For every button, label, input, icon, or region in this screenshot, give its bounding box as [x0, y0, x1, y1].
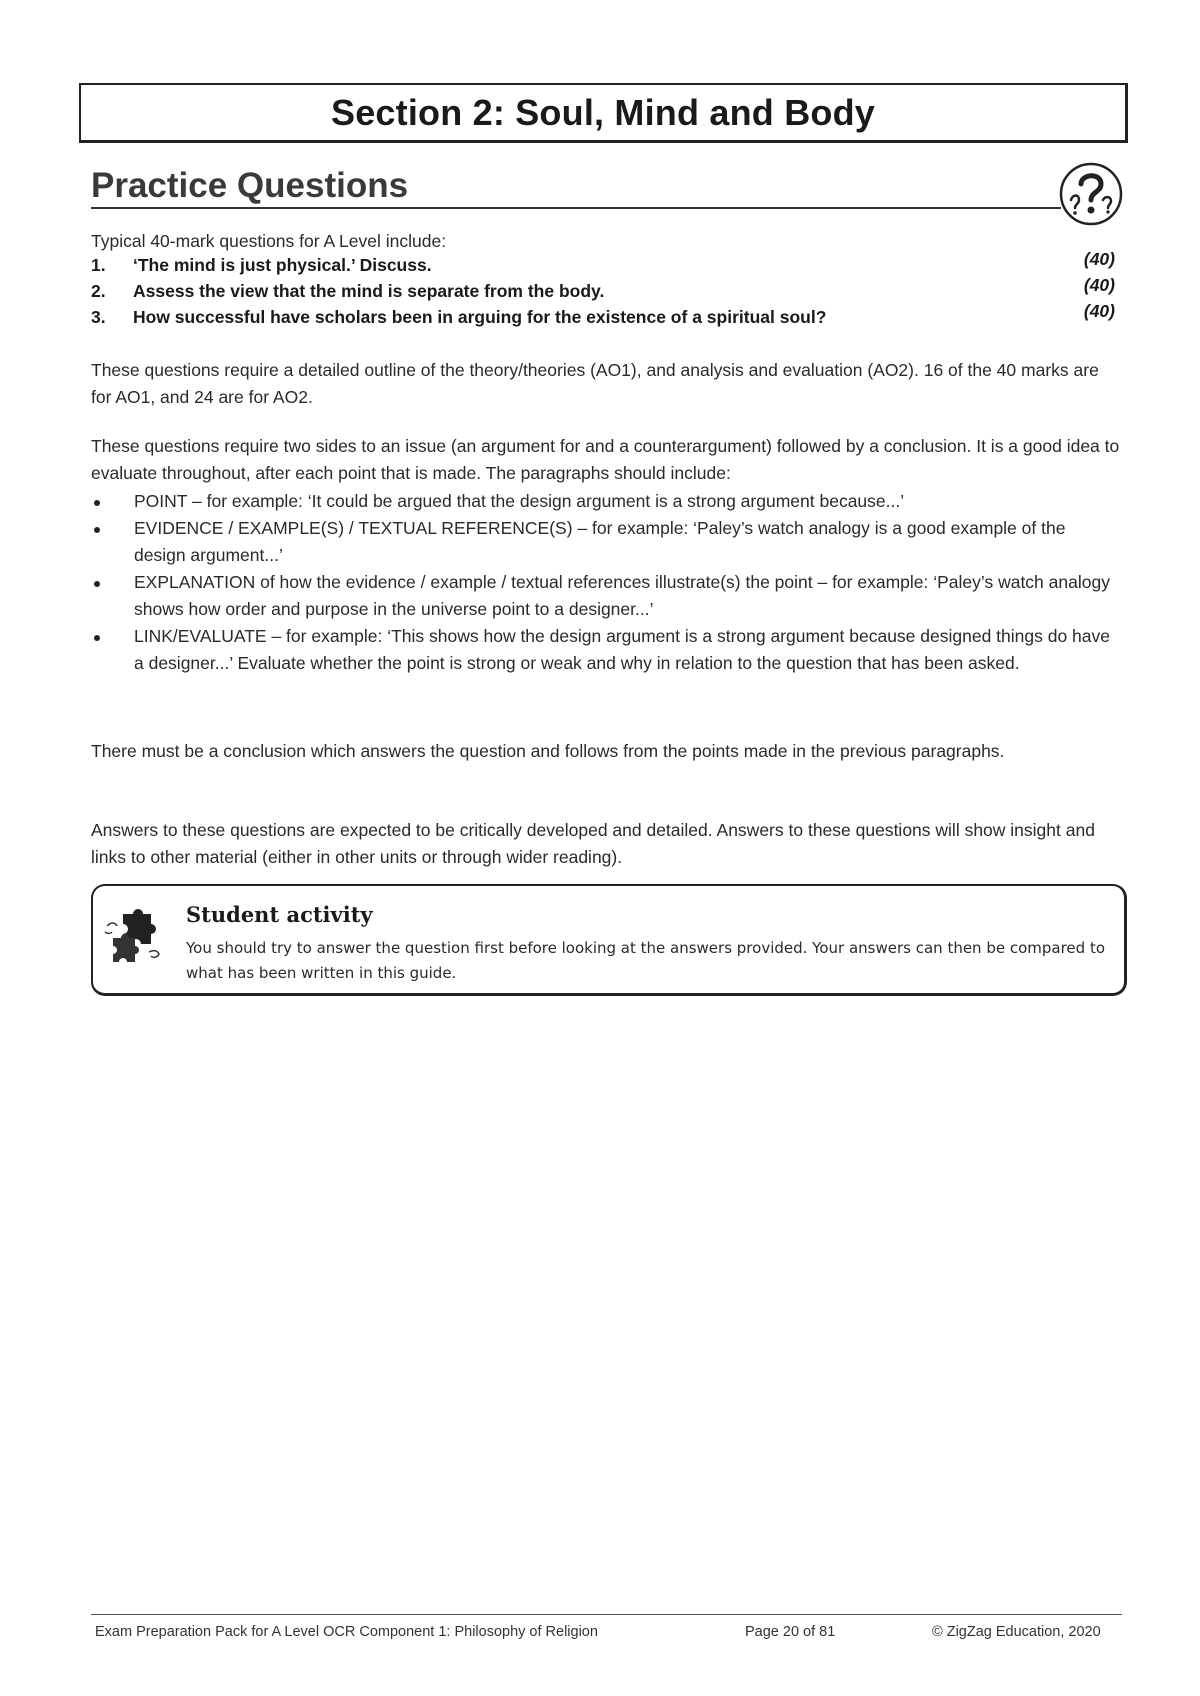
question-text: ‘The mind is just physical.’ Discuss.	[133, 255, 432, 275]
puzzle-icon	[101, 904, 167, 970]
bullet-dot	[94, 527, 100, 533]
question-text: Assess the view that the mind is separate from the body.	[133, 281, 605, 301]
footer-rule	[91, 1614, 1122, 1615]
question-mark-icon	[1057, 160, 1125, 228]
question-item	[91, 301, 1121, 330]
question-marks: (40)	[1083, 275, 1115, 295]
question-marks: (40)	[1083, 249, 1115, 269]
activity-text: You should try to answer the question first before looking at the answers provided. Your answers can then be compared to what has been written in this guide.	[186, 939, 1106, 982]
bullet-item	[91, 623, 1121, 677]
footer-copyright: © ZigZag Education, 2020	[932, 1624, 1101, 1640]
footer-page-number: Page 20 of 81	[745, 1624, 836, 1640]
bullet-text: LINK/EVALUATE – for example: ‘This shows how the design argument is a strong argument because designed things do have a designer...’ Evaluate whether the point is strong or weak and why in relation to the question that has been asked.	[134, 626, 1111, 673]
intro-text: Typical 40-mark questions for A Level include:	[91, 231, 447, 251]
section-title: Section 2: Soul, Mind and Body	[330, 91, 875, 133]
activity-title: Student activity	[186, 902, 373, 927]
paragraph-expectations: Answers to these questions are expected to be critically developed and detailed. Answers to these questions will show insight and links to other material (either in other units or through wider reading).	[91, 820, 1095, 867]
question-number: 1.	[91, 255, 106, 275]
question-number: 2.	[91, 281, 106, 301]
practice-questions-heading: Practice Questions	[91, 166, 409, 205]
question-marks: (40)	[1083, 301, 1115, 321]
bullet-item	[91, 569, 1121, 623]
question-text: How successful have scholars been in arguing for the existence of a spiritual soul?	[133, 307, 827, 327]
bullet-item	[91, 515, 1121, 569]
paragraph-guidance-list	[91, 488, 1121, 677]
bullet-item	[91, 488, 1121, 515]
question-number: 3.	[91, 307, 106, 327]
footer-title: Exam Preparation Pack for A Level OCR Component 1: Philosophy of Religion	[95, 1624, 598, 1640]
question-item	[91, 249, 1121, 278]
question-list	[91, 249, 1121, 330]
bullet-dot	[94, 581, 100, 587]
heading-rule	[91, 207, 1061, 209]
bullet-dot	[94, 635, 100, 641]
bullet-text: EVIDENCE / EXAMPLE(S) / TEXTUAL REFERENCE(S) – for example: ‘Paley’s watch analogy is a good example of the design argument...’	[134, 518, 1066, 565]
question-item	[91, 275, 1121, 304]
bullet-dot	[94, 500, 100, 506]
bullet-text: POINT – for example: ‘It could be argued that the design argument is a strong argument because...’	[134, 491, 905, 511]
paragraph-conclusion: There must be a conclusion which answers the question and follows from the points made in the previous paragraphs.	[91, 741, 1005, 761]
student-activity-box	[91, 884, 1127, 996]
bullet-text: EXPLANATION of how the evidence / example / textual references illustrate(s) the point – for example: ‘Paley’s watch analogy shows how order and purpose in the universe point to a designer...’	[134, 572, 1110, 619]
paragraph-assessment: These questions require a detailed outline of the theory/theories (AO1), and analysis and evaluation (AO2). 16 of the 40 marks are for AO1, and 24 are for AO2.	[91, 360, 1099, 407]
section-header	[79, 83, 1128, 143]
paragraph-structure: These questions require two sides to an issue (an argument for and a counterargument) followed by a conclusion. It is a good idea to evaluate throughout, after each point that is made. The paragraphs should include:	[91, 436, 1120, 483]
